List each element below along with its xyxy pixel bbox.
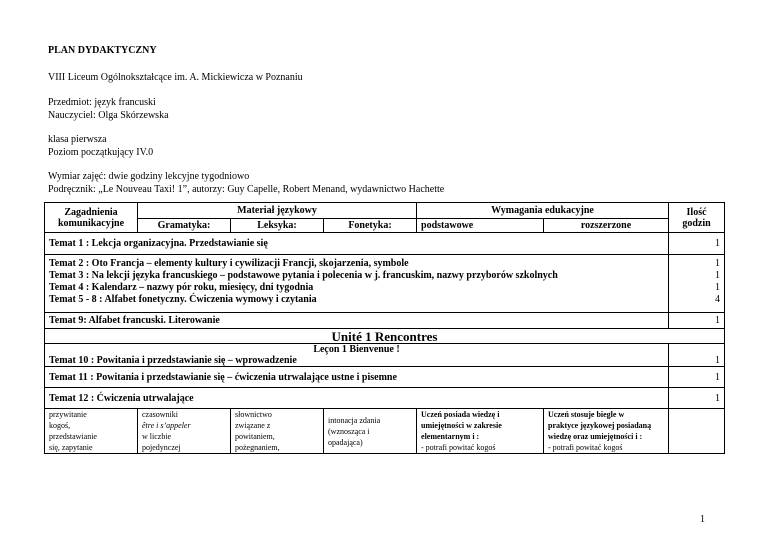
header-phonetics: Fonetyka: <box>324 219 417 233</box>
detail-grammar: czasowniki être i s’appeler w liczbie pojedynczej <box>138 409 231 454</box>
topic-1-hours: 1 <box>669 233 725 255</box>
detail-extended: Uczeń stosuje biegle w praktyce językowej posiadaną wiedzę oraz umiejętności i : - potrafi powitać kogoś <box>544 409 669 454</box>
subject-line: Przedmiot: język francuski <box>48 97 156 108</box>
header-material: Materiał językowy <box>138 203 417 219</box>
detail-basic: Uczeń posiada wiedzę i umiejętności w zakresie elementarnym i : - potrafi powitać kogoś <box>417 409 544 454</box>
topic-9: Temat 9: Alfabet francuski. Literowanie <box>45 313 669 329</box>
topic-2: Temat 2 : Oto Francja – elementy kultury i cywilizacji Francji, skojarzenia, symbole <box>49 258 409 269</box>
topic-11: Temat 11 : Powitania i przedstawianie się – ćwiczenia utrwalające ustne i pisemne <box>45 367 669 388</box>
topic-5-hours: 4 <box>715 294 721 305</box>
page-number: 1 <box>700 514 705 525</box>
topic-9-hours: 1 <box>669 313 725 329</box>
topic-10: Temat 10 : Powitania i przedstawianie się – wprowadzenie <box>49 355 297 366</box>
school-name: VIII Liceum Ogólnokształcące im. A. Mickiewicza w Poznaniu <box>48 72 303 83</box>
topic-2-hours: 1 <box>715 258 721 269</box>
topic-4-hours: 1 <box>715 282 721 293</box>
topic-12-hours: 1 <box>669 388 725 409</box>
document-title: PLAN DYDAKTYCZNY <box>48 45 157 56</box>
teacher-line: Nauczyciel: Olga Skórzewska <box>48 110 169 121</box>
topic-12: Temat 12 : Ćwiczenia utrwalające <box>45 388 669 409</box>
hours-line: Wymiar zajęć: dwie godziny lekcyjne tygodniowo <box>48 171 250 182</box>
header-requirements: Wymagania edukacyjne <box>417 203 669 219</box>
lesson-title: Leçon 1 Bienvenue ! <box>313 344 400 355</box>
level-line: Poziom początkujący IV.0 <box>48 147 154 158</box>
topic-11-hours: 1 <box>669 367 725 388</box>
detail-hours <box>669 409 725 454</box>
class-line: klasa pierwsza <box>48 134 107 145</box>
header-basic: podstawowe <box>417 219 544 233</box>
header-topics: Zagadnienia komunikacyjne <box>45 203 138 233</box>
detail-vocab: słownictwo związane z powitaniem, pożegnaniem, <box>231 409 324 454</box>
topic-1: Temat 1 : Lekcja organizacyjna. Przedstawianie się <box>45 233 669 255</box>
topic-4: Temat 4 : Kalendarz – nazwy pór roku, miesięcy, dni tygodnia <box>49 282 314 293</box>
textbook-line: Podręcznik: „Le Nouveau Taxi! 1”, autorzy: Guy Capelle, Robert Menand, wydawnictwo Hachette <box>48 184 445 195</box>
topics-2-8 <box>45 255 669 313</box>
topics-2-8-hours <box>669 255 725 313</box>
header-grammar: Gramatyka: <box>138 219 231 233</box>
topic-3: Temat 3 : Na lekcji języka francuskiego – podstawowe pytania i polecenia w j. francuskim, nazwy przyborów szkolnych <box>49 270 558 281</box>
detail-phonetics: intonacja zdania (wznosząca i opadająca) <box>324 409 417 454</box>
detail-topics: przywitanie kogoś, przedstawianie się, zapytanie <box>45 409 138 454</box>
topic-10-hours: 1 <box>669 344 725 367</box>
header-extended: rozszerzone <box>544 219 669 233</box>
header-vocab: Leksyka: <box>231 219 324 233</box>
header-hours: Ilość godzin <box>669 203 725 233</box>
topic-5: Temat 5 - 8 : Alfabet fonetyczny. Ćwiczenia wymowy i czytania <box>49 294 317 305</box>
topic-3-hours: 1 <box>715 270 721 281</box>
unit-title: Unité 1 Rencontres <box>45 329 725 344</box>
plan-table <box>44 202 725 454</box>
